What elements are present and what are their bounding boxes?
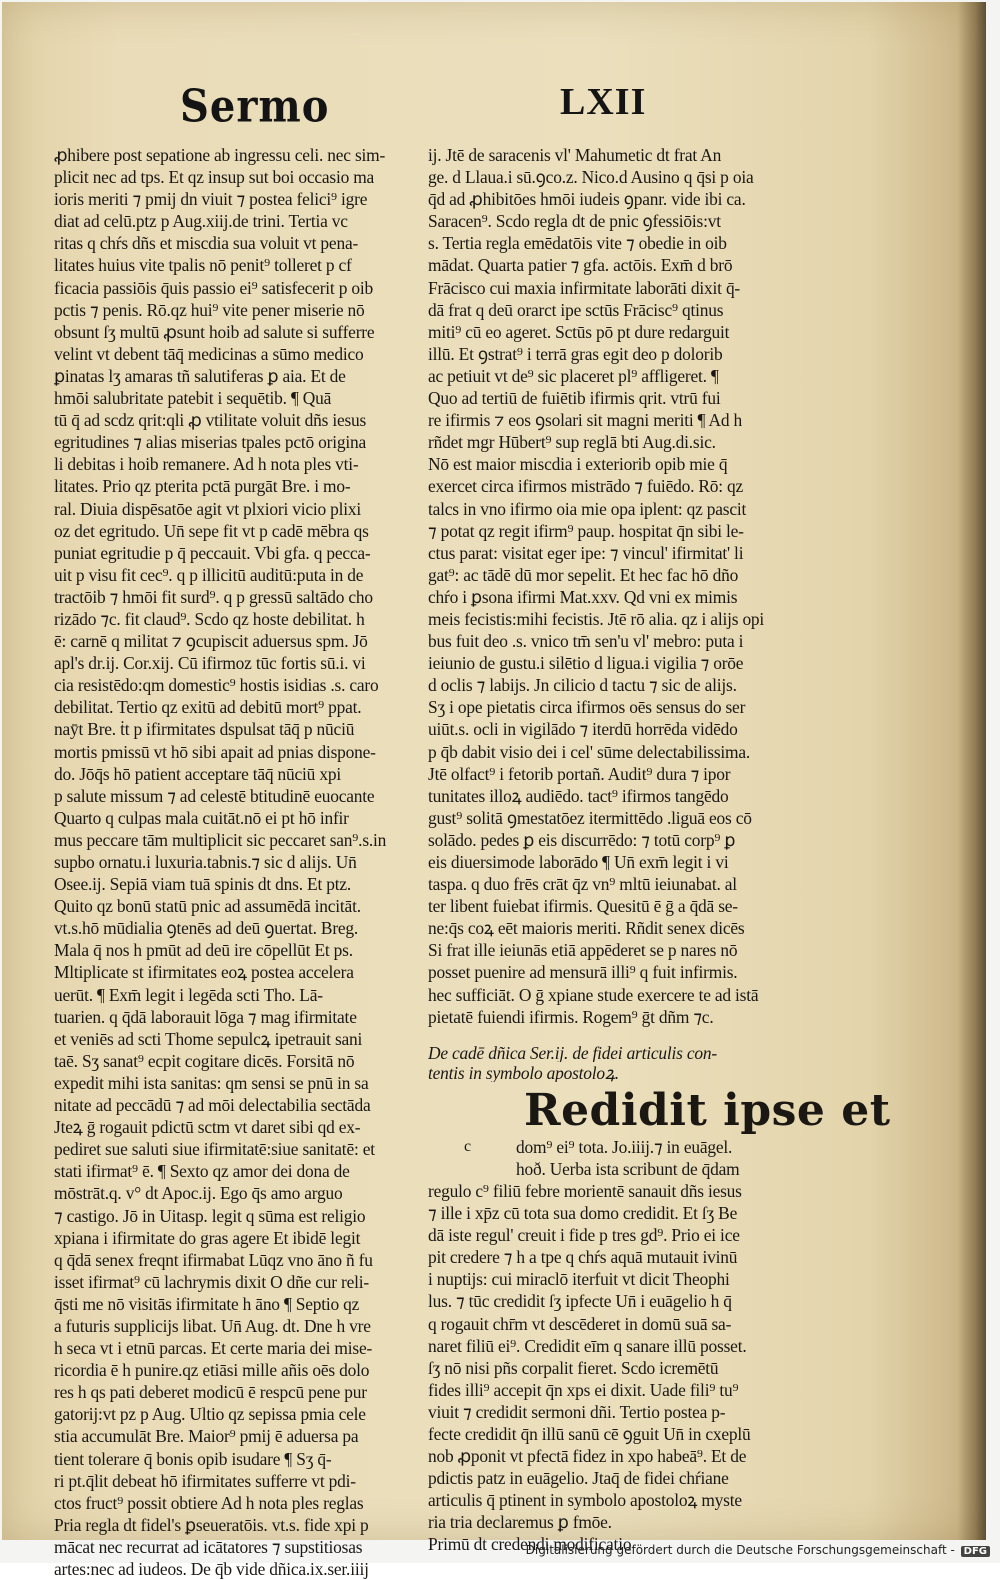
text-line: posset puenire ad mensurā illi⁹ q fuit infirmis.	[428, 962, 738, 983]
text-line: Saracen⁹. Scdo regla dt de pnic ꝯfessiōis:vt	[428, 211, 721, 232]
text-line: ral. Diuia dispēsatōe agit vt plxiori vicio plixi	[54, 498, 362, 519]
text-line: q rogauit chr̄m vt descēderet in domū suā sa-	[428, 1313, 732, 1334]
text-line: res h qs pati deberet modicū ē respcū pene pur	[54, 1382, 367, 1403]
text-line: taspa. q duo frēs crāt q̄z vn⁹ mltū ieiunabat. al	[428, 874, 737, 895]
text-line: eis diuersimode laborādo ¶ Un̄ exm̄ legit i vi	[428, 852, 729, 872]
text-line: re ifirmis ⁊ eos ꝯsolari sit magni meriti ¶ Ad h	[428, 410, 743, 431]
text-line: uiūt.s. ocli in vigilādo ⁊ iterdū horrēda vidēdo	[428, 719, 738, 740]
text-line: diat ad celū.ptz p Aug.xiij.de trini. Tertia vc	[54, 211, 348, 232]
text-line: tractōib ⁊ hmōi fit surd⁹. q p gressū saltādo cho	[54, 586, 373, 607]
text-line: obsunt ſʒ multū ꝓsunt hoib ad salute si sufferre	[54, 321, 375, 342]
footer-credit	[526, 1543, 990, 1557]
text-line: pit credere ⁊ h a tpe q chŕs aquā mutauit ivinū	[428, 1247, 738, 1268]
text-line: fecte credidit q̄n illū sanū cē ꝯguit Un̄ in cxeplū	[428, 1423, 751, 1444]
text-line: Pria regla dt fidel's ꝑseueratōis. vt.s. fide xpi p	[54, 1514, 369, 1535]
text-line: q̄d ad ꝓhibitōes hmōi iudeis ꝯpanr. vide ibi ca.	[428, 189, 746, 210]
text-line: litates huius vite tpalis nō penit⁹ tolleret p cf	[54, 255, 352, 276]
text-line: tient tolerare q̄ bonis opib isudare ¶ Sʒ q̄-	[54, 1448, 332, 1469]
text-line: li debitas i hoib remanere. Ad h nota ples vti-	[54, 454, 359, 475]
text-line: p q̄b dabit visio dei i cel' sūme delectabilissima.	[428, 741, 751, 762]
text-line: chŕo i ꝑsona ifirmi Mat.xxv. Qd vni ex mimis	[428, 586, 738, 607]
text-line: do. Jōq̄s hō patient acceptare tāq̄ nūciū xpi	[54, 763, 341, 784]
page-edge-shadow	[958, 2, 986, 1540]
text-line: debilitat. Tertio qz exitū ad debitū mort⁹ ppat.	[54, 697, 362, 718]
text-line: ri pt.q̄lit debeat hō ifirmitates sufferre vt pdi-	[54, 1470, 356, 1491]
text-line: a futuris supplicijs libat. Un̄ Aug. dt. Dne h vre	[54, 1315, 371, 1336]
text-line: exercet circa ifirmos mistrādo ⁊ fuiēdo. Rō: qz	[428, 476, 744, 497]
text-line: supbo ornatu.i luxuria.tabnis.⁊ sic d alijs. Un̄	[54, 852, 357, 872]
text-line: hoð. Uerba ista scribunt de q̄dam	[516, 1158, 740, 1179]
text-line: q̄sti me nō visitās ifirmitate h āno ¶ Septio qz	[54, 1293, 360, 1314]
text-line: Osee.ij. Sepiā viam tuā spinis dt dns. Et ptz.	[54, 874, 352, 895]
text-line: artes:nec ad iudeos. De q̄b vide dñica.ix.ser.iiij	[54, 1559, 369, 1579]
text-line: ter libent fuiebat ifirmis. Quesitū ē ḡ a q̄dā se-	[428, 896, 738, 917]
text-line: ac petiuit vt de⁹ sic placeret pl⁹ affligeret. ¶	[428, 365, 719, 386]
text-line: ij. Jtē de saracenis vl' Mahumetic dt frat An	[428, 145, 722, 165]
text-line: et veniēs ad scti Thome sepulcꝝ ipetrauit sani	[54, 1028, 363, 1049]
initial-block	[428, 1136, 774, 1180]
text-line: tuarien. q q̄dā laborauit lōga ⁊ mag ifirmitate	[54, 1006, 357, 1027]
text-line: ria tria declaremus ꝑ fmōe.	[428, 1512, 612, 1533]
text-line: q q̄dā senex freqnt ifirmabat Lūqz vno āno ñ fu	[54, 1249, 373, 1270]
right-column	[428, 144, 891, 1556]
guide-letter: c	[464, 1137, 471, 1155]
text-line: Jteꝝ ḡ rogauit pdictū sctm vt daret sibi qd ex-	[54, 1117, 361, 1138]
text-line: ne:q̄s coꝝ eēt maioris meriti. Rñdit senex dicēs	[428, 918, 745, 939]
text-line: ctus parat: visitat eger ipe: ⁊ vincul' ifirmitat' li	[428, 542, 744, 563]
drop-title: Redidit ipse et	[524, 1084, 891, 1136]
text-line: rizādo ⁊c. fit claud⁹. Scdo qz hoste debilitat. h	[54, 608, 365, 629]
text-line: stati ifirmat⁹ ē. ¶ Sexto qz amor dei dona de	[54, 1161, 350, 1182]
text-line: cia resistēdo:qm domestic⁹ hostis isidias .s. caro	[54, 675, 379, 696]
text-line: h seca vt i etnū parcas. Et certe maria dei mise-	[54, 1338, 373, 1359]
text-line: meis fecistis:mihi fecistis. Jtē rō alia. qz i alijs opi	[428, 608, 765, 629]
text-line: ſʒ nō nisi pñs corpalit fieret. Scdo icremētū	[428, 1357, 719, 1378]
text-line: ficacia passiōis q̄uis passio ei⁹ satisfecerit p oib	[54, 277, 373, 298]
text-line: uit p visu fit cec⁹. q p illicitū auditū:puta in de	[54, 564, 364, 585]
text-line: stia accumulāt Bre. Maior⁹ pmij ē aduersa pa	[54, 1426, 359, 1447]
text-line: pediret sue saluti siue ifirmitatē:siue sanitatē: et	[54, 1139, 375, 1160]
right-column-continuation	[428, 1180, 774, 1556]
heading-line: tentis in symbolo apostoloꝝ.	[428, 1062, 619, 1082]
text-line: tū q̄ ad scdz qrit:qli ꝓ vtilitate voluit dñs iesus	[54, 410, 367, 431]
text-line: d oclis ⁊ labijs. Jn cilicio d tactu ⁊ sic de alijs.	[428, 675, 737, 696]
running-head-right: LXII	[560, 81, 647, 123]
text-line: regulo c⁹ filiū febre morientē sanauit dñs iesus	[428, 1180, 742, 1201]
text-line: gat⁹: ac tādē dū mor sepelit. Et hec fac hō dño	[428, 564, 739, 585]
text-line: Sʒ i ope pietatis circa ifirmos oēs sensus do ser	[428, 697, 746, 718]
text-line: gust⁹ solitā ꝯmestatōez itermittēdo .liguā eos cō	[428, 807, 752, 828]
text-line: nitate ad peccādū ⁊ ad mōi delectabilia sectāda	[54, 1095, 371, 1116]
text-line: hmōi salubritate patebit i sequētib. ¶ Quā	[54, 388, 332, 409]
section-heading	[428, 1042, 774, 1082]
text-line: pdictis patz in euāgelio. Jtaq̄ de fidei chŕiane	[428, 1468, 729, 1489]
right-column-text	[428, 144, 774, 1028]
text-line: talcs in vno ifirmo oia mie opa iplent: qz pascit	[428, 498, 747, 519]
heading-line: De cadē dñica Ser.ij. de fidei articulis con-	[428, 1042, 717, 1062]
text-line: ⁊ castigo. Jō in Uitasp. legit q sūma est religio	[54, 1205, 366, 1226]
text-line: pctis ⁊ penis. Rō.qz hui⁹ vite pener miserie nō	[54, 299, 365, 320]
text-line: mācat nec recurrat ad icātatores ⁊ supstitiosas	[54, 1536, 363, 1557]
text-line: Frācisco cui maxia infirmitate laborāti dixit q̄-	[428, 277, 741, 298]
text-line: hec sufficiāt. O ḡ xpiane stude exercere te ad istā	[428, 984, 759, 1005]
dfg-logo: DFG	[961, 1546, 990, 1557]
text-line: p salute missum ⁊ ad celestē btitudinē euocante	[54, 785, 375, 806]
left-column	[54, 144, 406, 1580]
footer-text: Digitalisierung gefördert durch die Deutsche Forschungsgemeinschaft -	[525, 1543, 955, 1557]
text-line: Quo ad tertiū de fuiētib ifirmis qrit. vtrū fui	[428, 388, 721, 409]
text-line: xpiana i ifirmitate do gras agere Et ibidē legit	[54, 1227, 361, 1248]
text-line: lus. ⁊ tūc credidit ſʒ ipfecte Un̄ i euāgelio h q̄	[428, 1291, 732, 1312]
text-line: Si frat ille ieiunās etiā appēderet se p nares nō	[428, 940, 738, 961]
text-line: tunitates illoꝝ audiēdo. tact⁹ ifirmos tangēdo	[428, 785, 729, 806]
text-line: bus fuit deo .s. vnico tm̄ sen'u vl' mebro: puta i	[428, 631, 744, 652]
text-line: plicit nec ad tps. Et qz insup sut boi occasio ma	[54, 167, 375, 188]
text-line: litates. Prio qz pterita pctā purgāt Bre. i mo-	[54, 476, 351, 497]
text-line: oz det egritudo. Un̄ sepe fit vt p cadē mēbra qs	[54, 520, 369, 541]
text-line: isset ifirmat⁹ cū lachrymis dixit O dñe cur reli-	[54, 1271, 370, 1292]
text-line: Jtē olfact⁹ i fetorib portañ. Audit⁹ dura ⁊ ipor	[428, 763, 731, 784]
text-line: mus peccare tām multiplicit sic peccaret san⁹.s.in	[54, 829, 387, 850]
text-line: ⁊ potat qz regit ifirm⁹ paup. hospitat q̄n sibi le-	[428, 520, 744, 541]
text-line: miti⁹ cū eo ageret. Sctūs pō pt dure redarguit	[428, 321, 730, 342]
text-line: ē: carnē q militat ⁊ ꝯcupiscit aduersus spm. Jō	[54, 631, 368, 652]
text-line: naret filiū ei⁹. Credidit eīm q sanare illū posset.	[428, 1335, 747, 1356]
text-line: ieiunio de gustu.i silētio d ligua.i vigilia ⁊ orōe	[428, 653, 744, 674]
text-line: solādo. pedes ꝑ eis discurrēdo: ⁊ totū corp⁹ ꝑ	[428, 829, 736, 850]
text-line: illū. Et ꝯstrat⁹ i terrā gras egit deo p dolorib	[428, 343, 723, 364]
text-line: i nuptijs: cui miraclō iterfuit vt dicit Theophi	[428, 1269, 730, 1290]
text-line: Quarto q culpas mala cuitāt.nō ei pt hō infir	[54, 807, 349, 828]
text-line: mortis pmissū vt hō sibi apait ad pnias dispone-	[54, 741, 376, 762]
text-line: naȳt Bre. ṫt p ifirmitates dspulsat tāq̄ p nūciū	[54, 719, 355, 740]
text-line: dom⁹ ei⁹ tota. Jo.iiij.⁊ in euāgel.	[516, 1136, 733, 1157]
text-line: mādat. Quarta patier ⁊ gfa. actōis. Exm̄ d brō	[428, 255, 733, 276]
text-line: puniat egritudie p q̄ peccauit. Vbi gfa. q pecca-	[54, 542, 371, 563]
text-line: ge. d Llaua.i sū.ꝯco.z. Nico.d Ausino q q̄si p oia	[428, 167, 754, 188]
text-line: ricordia ē h punire.qz etiāsi mille añis oēs dolo	[54, 1360, 370, 1381]
text-line: fides illi⁹ accepit q̄n xps ei dixit. Uade fili⁹ tu⁹	[428, 1379, 739, 1400]
text-line: dā iste regul' creuit i fide p tres gd⁹. Prio ei ice	[428, 1225, 740, 1246]
text-line: expedit mihi ista sanitas: qm sensi se pnū in sa	[54, 1072, 369, 1093]
text-line: dā frat q deū orarct ipe sctūs Frācisc⁹ qtinus	[428, 299, 724, 320]
text-line: Mltiplicate st ifirmitates eoꝝ postea accelera	[54, 962, 354, 983]
text-line: Nō est maior miscdia i exteriorib opib mie q̄	[428, 454, 728, 475]
text-line: rñdet mgr Hūbert⁹ sup reglā bti Aug.di.sic.	[428, 432, 716, 453]
text-line: egritudines ⁊ alias miserias tpales pctō origina	[54, 432, 366, 453]
text-line: vt.s.hō mūdialia ꝯtenēs ad deū ꝯuertat. Breg.	[54, 918, 359, 939]
text-line: s. Tertia regla emēdatōis vite ⁊ obedie in oib	[428, 233, 727, 254]
text-line: velint vt debent tāq̄ medicinas a sūmo medico	[54, 343, 364, 364]
running-head-left: Sermo	[180, 80, 330, 133]
text-line: gatorij:vt pz p Aug. Ultio qz sepissa pmia cele	[54, 1404, 366, 1425]
text-line: apl's dr.ij. Cor.xij. Cū ifirmoz tūc fortis sū.i. vi	[54, 653, 366, 674]
text-line: uerūt. ¶ Exm̄ legit i legēda scti Tho. Lā-	[54, 984, 323, 1005]
text-line: ioris meriti ⁊ pmij dn viuit ⁊ postea felici⁹ igre	[54, 189, 368, 210]
text-line: pietatē fuiendi ifirmis. Rogem⁹ ḡt dñm ⁊c.	[428, 1006, 714, 1027]
text-line: ritas q chŕs dñs et miscdia sua voluit vt pena-	[54, 233, 359, 254]
text-line: ꝓhibere post sepatione ab ingressu celi. nec sim-	[54, 145, 386, 165]
text-line: taē. Sʒ sanat⁹ ecpit cogitare dicēs. Forsitā nō	[54, 1050, 355, 1071]
text-line: ctos fruct⁹ possit obtiere Ad h nota ples reglas	[54, 1492, 364, 1513]
text-line: nob ꝓponit vt pfectā fidez in xpo habeā⁹. Et de	[428, 1446, 747, 1467]
text-line: ꝑinatas lʒ amaras tñ salutiferas ꝑ aia. Et de	[54, 365, 346, 386]
text-line: Primū dt credendi modificatio	[428, 1534, 632, 1555]
text-line: viuit ⁊ credidit sermoni dñi. Tertio postea p-	[428, 1401, 726, 1422]
text-line: articulis q̄ ptinent in symbolo apostoloꝝ myste	[428, 1490, 742, 1511]
text-line: Quito qz bonū statū pnic ad assumēdā incitāt.	[54, 896, 361, 917]
text-line: mōstrāt.q. v° dt Apoc.ij. Ego q̄s amo arguo	[54, 1183, 343, 1204]
text-line: ⁊ ille i xp̄z cū tota sua domo credidit. Et ſʒ Be	[428, 1203, 738, 1224]
text-line: Mala q̄ nos h pmūt ad deū ire cōpellūt Et ps.	[54, 940, 353, 961]
